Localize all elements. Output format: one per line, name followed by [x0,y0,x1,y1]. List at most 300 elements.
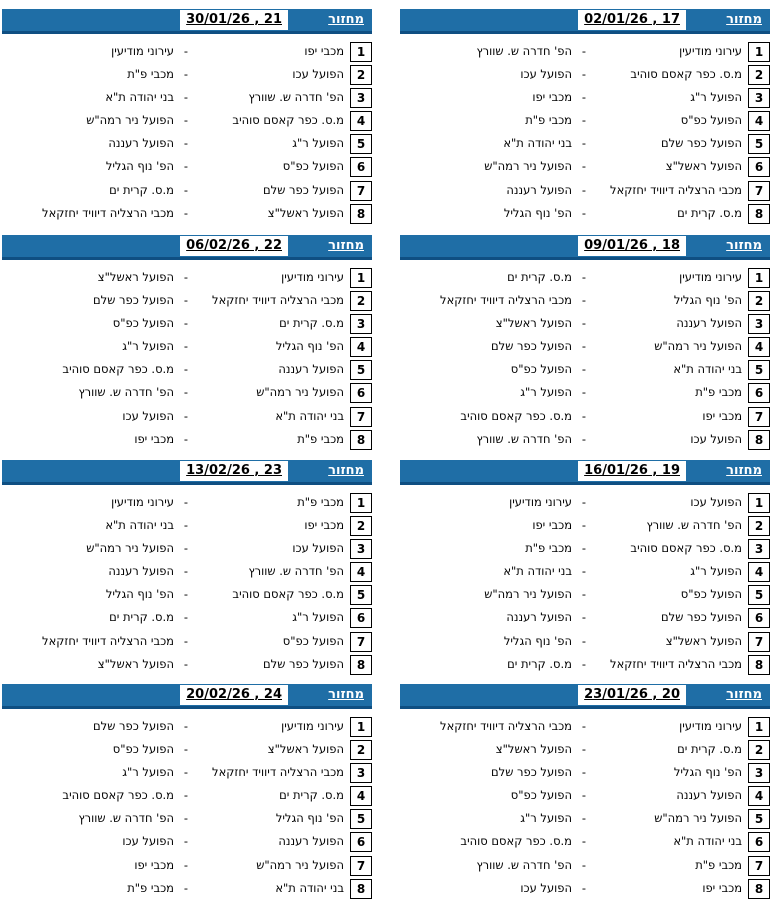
game-row [400,312,770,335]
away-team: הפ' נוף הגליל [503,633,572,648]
game-number: 5 [350,134,372,154]
game-row [2,202,372,225]
versus-dash: - [183,742,189,757]
away-team: הפועל כפ"ס [510,362,572,377]
round-header [2,684,372,709]
game-number: 2 [350,65,372,85]
away-team: הפועל ר"ג [520,385,572,400]
versus-dash: - [183,67,189,82]
versus-dash: - [183,159,189,174]
game-row [400,514,770,537]
home-team: הפועל רעננה [278,362,344,377]
versus-dash: - [581,293,587,308]
home-team: הפ' חדרה ש. שוורץ [248,90,344,105]
home-team: עירוני מודיעין [679,270,742,284]
game-number: 1 [748,268,770,288]
game-number: 6 [350,383,372,403]
home-team: הפועל כפ"ס [680,113,742,128]
games-list [400,715,770,900]
away-team: מכבי הרצליה דיוויד יחזקאל [42,633,174,648]
game-number: 8 [350,879,372,899]
versus-dash: - [581,495,587,509]
away-team: מכבי הרצליה דיוויד יחזקאל [440,293,572,308]
home-team: בני יהודה ת"א [275,880,344,895]
game-number: 5 [350,585,372,605]
home-team: מ.ס. כפר קאסם סוהיב [630,67,742,82]
home-team: הפועל רעננה [278,834,344,849]
round-header [2,235,372,260]
round-header [400,9,770,34]
away-team: הפועל רעננה [108,564,174,579]
away-team: עירוני מודיעין [111,495,174,509]
versus-dash: - [183,541,189,556]
game-number: 8 [748,430,770,450]
away-team: הפועל רעננה [506,182,572,197]
home-team: הפועל עכו [690,495,742,509]
round-block [2,684,372,900]
round-label: מחזור [328,463,364,478]
games-list [400,491,770,676]
away-team: מכבי פ"ת [127,67,174,82]
game-row [2,537,372,560]
game-number: 1 [748,493,770,513]
game-number: 5 [350,809,372,829]
round-date-number: 13/02/26 , 23 [180,461,288,481]
versus-dash: - [183,587,189,602]
away-team: מכבי פ"ת [525,541,572,556]
versus-dash: - [581,765,587,780]
away-team: מ.ס. קרית ים [507,656,572,671]
home-team: הפועל כפר שלם [263,656,344,671]
away-team: הפועל כפ"ס [112,316,174,331]
versus-dash: - [183,431,189,446]
home-team: מ.ס. כפר קאסם סוהיב [630,541,742,556]
game-number: 2 [748,740,770,760]
away-team: הפועל ר"ג [122,339,174,354]
home-team: הפועל רעננה [676,788,742,803]
versus-dash: - [581,880,587,895]
home-team: מכבי הרצליה דיוויד יחזקאל [610,656,742,671]
home-team: עירוני מודיעין [679,719,742,733]
versus-dash: - [183,495,189,509]
round-header [400,684,770,709]
versus-dash: - [581,67,587,82]
round-block [400,460,770,676]
game-row [400,63,770,86]
home-team: בני יהודה ת"א [673,834,742,849]
away-team: הפועל רעננה [506,610,572,625]
game-number: 3 [748,314,770,334]
game-number: 5 [350,360,372,380]
game-number: 2 [748,291,770,311]
versus-dash: - [581,44,587,58]
game-number: 7 [350,632,372,652]
away-team: הפועל כפ"ס [510,788,572,803]
versus-dash: - [183,880,189,895]
versus-dash: - [581,834,587,849]
versus-dash: - [183,113,189,128]
round-header [2,9,372,34]
versus-dash: - [581,136,587,151]
away-team: מכבי פ"ת [127,880,174,895]
home-team: הפועל ניר רמה"ש [256,385,344,400]
away-team: מכבי הרצליה דיוויד יחזקאל [440,719,572,733]
round-block [400,235,770,451]
game-row [2,109,372,132]
away-team: מ.ס. קרית ים [109,610,174,625]
home-team: מ.ס. קרית ים [677,742,742,757]
away-team: הפועל כפר שלם [491,339,572,354]
home-team: הפ' נוף הגליל [673,293,742,308]
home-team: הפ' חדרה ש. שוורץ [646,518,742,533]
game-row [400,854,770,877]
round-label: מחזור [726,238,762,253]
round-label: מחזור [726,12,762,27]
away-team: הפועל כפר שלם [93,719,174,733]
away-team: הפ' נוף הגליל [503,205,572,220]
game-number: 1 [350,717,372,737]
games-list [2,715,372,900]
game-number: 6 [748,832,770,852]
game-number: 4 [350,337,372,357]
game-number: 5 [748,585,770,605]
game-row [2,335,372,358]
away-team: הפ' חדרה ש. שוורץ [78,811,174,826]
game-row [400,784,770,807]
home-team: הפועל עכו [690,431,742,446]
versus-dash: - [581,270,587,284]
game-number: 1 [350,268,372,288]
away-team: מ.ס. כפר קאסם סוהיב [62,362,174,377]
away-team: הפועל עכו [520,880,572,895]
away-team: מכבי הרצליה דיוויד יחזקאל [42,205,174,220]
versus-dash: - [581,408,587,423]
away-team: הפועל עכו [520,67,572,82]
away-team: הפועל ראשל"צ [97,270,174,284]
round-header [2,460,372,485]
home-team: הפועל ראשל"צ [665,159,742,174]
home-team: הפועל עכו [292,67,344,82]
game-number: 3 [748,88,770,108]
round-date-number: 20/02/26 , 24 [180,685,288,705]
round-block [400,684,770,900]
game-row [2,653,372,676]
away-team: הפועל ראשל"צ [97,656,174,671]
home-team: מ.ס. קרית ים [677,205,742,220]
home-team: מכבי פ"ת [695,857,742,872]
home-team: הפועל ר"ג [690,564,742,579]
game-row [400,630,770,653]
game-row [2,738,372,761]
away-team: מ.ס. כפר קאסם סוהיב [62,788,174,803]
game-row [2,606,372,629]
game-number: 4 [748,786,770,806]
versus-dash: - [183,362,189,377]
game-row [2,491,372,514]
versus-dash: - [581,113,587,128]
round-date-number: 30/01/26 , 21 [180,10,288,30]
away-team: מכבי יפו [532,518,572,533]
game-row [400,583,770,606]
game-row [400,289,770,312]
game-number: 8 [748,879,770,899]
game-row [2,854,372,877]
home-team: הפועל ר"ג [690,90,742,105]
versus-dash: - [581,587,587,602]
away-team: הפועל עכו [122,408,174,423]
round-date-number: 16/01/26 , 19 [578,461,686,481]
game-row [2,877,372,900]
versus-dash: - [183,857,189,872]
home-team: הפ' נוף הגליל [275,339,344,354]
versus-dash: - [581,610,587,625]
game-row [2,86,372,109]
game-row [2,312,372,335]
game-row [400,40,770,63]
round-header [400,460,770,485]
home-team: מכבי יפו [304,44,344,58]
away-team: בני יהודה ת"א [503,564,572,579]
home-team: מכבי הרצליה דיוויד יחזקאל [212,293,344,308]
away-team: הפועל ניר רמה"ש [86,541,174,556]
game-row [2,761,372,784]
away-team: הפ' חדרה ש. שוורץ [476,431,572,446]
versus-dash: - [581,362,587,377]
game-number: 7 [350,181,372,201]
home-team: בני יהודה ת"א [275,408,344,423]
versus-dash: - [183,564,189,579]
versus-dash: - [183,765,189,780]
game-row [2,583,372,606]
game-row [400,381,770,404]
away-team: הפועל ראשל"צ [495,316,572,331]
game-number: 4 [350,786,372,806]
home-team: מ.ס. כפר קאסם סוהיב [232,113,344,128]
game-number: 3 [350,88,372,108]
game-row [400,738,770,761]
game-number: 2 [350,516,372,536]
versus-dash: - [581,788,587,803]
away-team: הפועל ניר רמה"ש [484,587,572,602]
home-team: הפועל ראשל"צ [267,742,344,757]
versus-dash: - [581,719,587,733]
game-row [2,715,372,738]
versus-dash: - [183,44,189,58]
home-team: הפועל כפר שלם [661,610,742,625]
away-team: הפועל ר"ג [122,765,174,780]
home-team: מכבי פ"ת [695,385,742,400]
away-team: עירוני מודיעין [111,44,174,58]
round-block [400,9,770,225]
home-team: בני יהודה ת"א [673,362,742,377]
away-team: עירוני מודיעין [509,495,572,509]
versus-dash: - [581,431,587,446]
versus-dash: - [183,270,189,284]
away-team: הפ' נוף הגליל [105,159,174,174]
away-team: הפועל ראשל"צ [495,742,572,757]
game-row [400,335,770,358]
game-row [2,784,372,807]
round-label: מחזור [726,687,762,702]
home-team: עירוני מודיעין [281,270,344,284]
home-team: הפועל כפ"ס [282,633,344,648]
home-team: הפועל כפ"ס [680,587,742,602]
game-row [400,877,770,900]
away-team: הפ' נוף הגליל [105,587,174,602]
versus-dash: - [581,656,587,671]
game-row [2,155,372,178]
away-team: מ.ס. קרית ים [507,270,572,284]
home-team: הפועל רעננה [676,316,742,331]
versus-dash: - [183,385,189,400]
game-number: 6 [350,157,372,177]
game-number: 7 [748,856,770,876]
game-row [400,715,770,738]
game-number: 3 [350,539,372,559]
versus-dash: - [183,834,189,849]
versus-dash: - [183,656,189,671]
games-list [2,491,372,676]
versus-dash: - [581,857,587,872]
round-block [2,235,372,451]
game-row [2,381,372,404]
home-team: הפועל כפ"ס [282,159,344,174]
game-number: 2 [748,516,770,536]
game-number: 3 [350,314,372,334]
versus-dash: - [183,518,189,533]
game-row [2,405,372,428]
game-row [2,132,372,155]
round-block [2,9,372,225]
game-row [2,289,372,312]
game-row [400,358,770,381]
versus-dash: - [183,719,189,733]
away-team: מכבי יפו [532,90,572,105]
home-team: הפ' נוף הגליל [673,765,742,780]
round-date-number: 02/01/26 , 17 [578,10,686,30]
game-number: 4 [748,337,770,357]
away-team: מ.ס. כפר קאסם סוהיב [460,834,572,849]
away-team: הפועל ניר רמה"ש [86,113,174,128]
game-number: 7 [748,632,770,652]
game-row [2,830,372,853]
versus-dash: - [183,136,189,151]
round-label: מחזור [328,238,364,253]
home-team: מ.ס. קרית ים [279,316,344,331]
away-team: הפ' חדרה ש. שוורץ [476,857,572,872]
away-team: מכבי יפו [134,857,174,872]
versus-dash: - [581,518,587,533]
home-team: מכבי יפו [702,880,742,895]
home-team: הפועל עכו [292,541,344,556]
game-row [400,155,770,178]
versus-dash: - [581,339,587,354]
game-number: 5 [748,360,770,380]
game-number: 2 [350,291,372,311]
game-row [2,428,372,451]
game-row [400,109,770,132]
game-number: 5 [748,134,770,154]
game-row [400,86,770,109]
game-number: 1 [748,717,770,737]
versus-dash: - [183,316,189,331]
games-list [2,266,372,451]
versus-dash: - [581,182,587,197]
round-label: מחזור [726,463,762,478]
home-team: עירוני מודיעין [281,719,344,733]
game-number: 3 [748,763,770,783]
game-row [400,202,770,225]
away-team: מכבי יפו [134,431,174,446]
game-number: 2 [748,65,770,85]
away-team: הפ' חדרה ש. שוורץ [78,385,174,400]
games-list [2,40,372,225]
round-header [400,235,770,260]
game-row [2,630,372,653]
game-row [400,606,770,629]
game-row [2,807,372,830]
round-date-number: 09/01/26 , 18 [578,236,686,256]
versus-dash: - [581,205,587,220]
game-row [2,560,372,583]
game-row [400,132,770,155]
home-team: הפועל ניר רמה"ש [654,339,742,354]
versus-dash: - [183,90,189,105]
game-number: 6 [748,157,770,177]
versus-dash: - [183,408,189,423]
games-list [400,40,770,225]
versus-dash: - [183,788,189,803]
game-row [400,537,770,560]
game-row [400,428,770,451]
round-label: מחזור [328,687,364,702]
game-number: 7 [350,856,372,876]
home-team: מכבי יפו [702,408,742,423]
home-team: מ.ס. קרית ים [279,788,344,803]
versus-dash: - [183,293,189,308]
game-row [2,179,372,202]
game-number: 1 [748,42,770,62]
home-team: מכבי פ"ת [297,495,344,509]
game-row [400,266,770,289]
game-row [400,560,770,583]
game-number: 8 [748,655,770,675]
versus-dash: - [581,633,587,648]
away-team: הפ' חדרה ש. שוורץ [476,44,572,58]
versus-dash: - [581,385,587,400]
home-team: מכבי פ"ת [297,431,344,446]
away-team: הפועל כפ"ס [112,742,174,757]
game-number: 3 [350,763,372,783]
home-team: הפועל כפר שלם [263,182,344,197]
versus-dash: - [581,742,587,757]
versus-dash: - [581,316,587,331]
away-team: בני יהודה ת"א [503,136,572,151]
away-team: בני יהודה ת"א [105,518,174,533]
round-label: מחזור [328,12,364,27]
game-number: 6 [748,608,770,628]
home-team: הפועל ניר רמה"ש [256,857,344,872]
game-row [400,761,770,784]
versus-dash: - [183,610,189,625]
versus-dash: - [183,182,189,197]
away-team: הפועל רעננה [108,136,174,151]
home-team: מכבי יפו [304,518,344,533]
game-row [2,266,372,289]
home-team: הפועל ראשל"צ [665,633,742,648]
round-block [2,460,372,676]
away-team: הפועל כפר שלם [491,765,572,780]
